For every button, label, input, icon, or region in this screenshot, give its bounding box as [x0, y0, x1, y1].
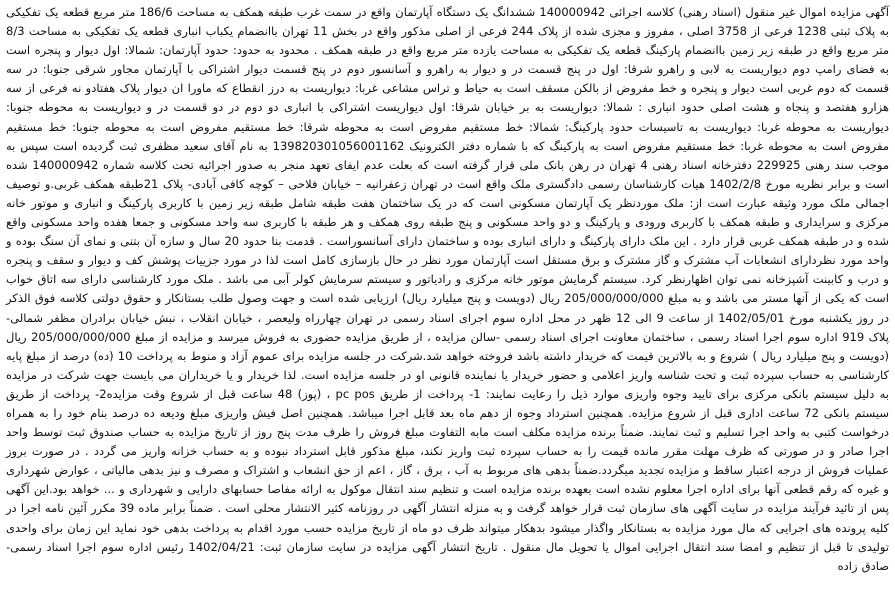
- auction-notice-text: آگهی مزایده اموال غیر منقول (اسناد رهنی) کلاسه اجرائی 140000942 ششدانگ یک دستگاه آپارتمان واقع در سمت غرب طبقه همکف به مساحت 186/6 متر مربع قطعه یک تفکیکی به پلاک ثبتی 1238 فرعی از 3758 اصلی ، مفروز و مجزی شده از پلاک 244 فرعی از اصلی مذکور واقع در بخش 11 تهران باانضمام یکباب انباری قطعه یک تفکیکی به مساحت 8/3 متر مربع واقع در طبقه زیر زمین باانضمام پارکینگ قطعه یک تفکیکی به مساحت یازده متر مربع واقع در طبقه همکف . محدود به حدود: حدود آپارتمان: شمالا: اول دیوار و پنجره است به فضای رامپ دوم دیواریست به لابی و راهرو شرقا: اول در پنج قسمت در و دیوار به راهرو و آسانسور دوم در پنج قسمت دیوار اشتراکی با آپارتمان مجاور شرقی جنوبا: در سه قسمت که دوم غربی است دیوار و پنجره و خط مفروض از بالکن مسقف است به حیاط و تراس مشاعی غربا: دیواریست به درز انقطاع که ماورا ان دیوار پلاک هفتادو نه فرعی از سه هزارو هفتصد و پنجاه و هشت اصلی حدود انباری : شمالا: دیواریست به بر خیابان شرقا: اول دیواریست اشتراکی با انباری دو دوم در دو قسمت در و دیواریست به محوطه جنوبا: دیواریست به محوطه غربا: دیواریست به تاسیسات حدود پارکینگ: شمالا: خط مستقیم مفروض است به محوطه شرقا: خط مستقیم مفروض است به محوطه جنوبا: خط مستقیم مفروض است به محوطه غربا: خط مستقیم مفروض است به پارکینگ که با شماره دفتر الکترونیک 139820301056001162 به نام آقای سعید مظفری ثبت گردیده است سپس به موجب سند رهنی 229925 دفترخانه اسناد رهنی 4 تهران در رهن بانک ملی قرار گرفته است که بعلت عدم ایفای تعهد منجر به صدور اجرائیه تحت کلاسه شماره 140000942 شده است و برابر نظریه مورخ 1402/2/8 هیات کارشناسان رسمی دادگستری ملک واقع است در تهران زعفرانیه – خیابان فلاحی – کوچه کافی آبادی- پلاک 21طبقه همکف غربی.و توصیف اجمالی ملک مورد وثیقه عبارت است از: ملک موردنظر یک آپارتمان مسکونی است که در یک ساختمان هفت طبقه شامل طبقه زیر زمین با کاربری پارکینگ و انباری و موتور خانه مرکزی و سرایداری و طبقه همکف با کاربری ورودی و پارکینگ و دو واحد مسکونی و پنج طبقه روی همکف و هر طبقه با کاربری سه واحد مسکونی و جمعا هفده واحد مسکونی واقع شده و در طبقه همکف غربی قرار دارد . این ملک دارای پارکینگ و دارای انباری بوده و ساختمان دارای آسانسوراست . قدمت بنا حدود 20 سال و سازه آن بتنی و نمای آن سنگ بوده و واحد مورد نظردارای انشعابات آب مشترک و گاز مشترک و برق مستقل است آپارتمان مورد نظر در حال بازسازی کامل است لذا در مورد جزییات پوشش کف و دیوار و سقف و پنجره و درب و کابینت آشپزخانه نمی توان اظهارنظر کرد. سیستم گرمایش موتور خانه مرکزی و رادیاتور و سیستم سرمایش کولر آبی می باشد . ملک مورد کارشناسی دارای سه اتاق خواب است که یکی از آنها مستر می باشد و به مبلغ 205/000/000/000 ریال (دویست و پنج میلیارد ریال) ارزیابی شده است و جهت وصول طلب بستانکار و حقوق دولتی کلاسه فوق الذکر در روز یکشنبه مورخ 1402/05/01 از ساعت 9 الی 12 ظهر در محل اداره سوم اجرای اسناد رسمی در تهران چهارراه ولیعصر ، خیابان انقلاب ، نبش خیابان برادران مظفر شمالی- پلاک 919 اداره سوم اجرا اسناد رسمی ، ساختمان معاونت اجرای اسناد رسمی -سالن مزایده ، از طریق مزایده حضوری به فروش میرسد و مزایده از مبلغ 205/000/000/000 ریال (دویست و پنج میلیارد ریال ) شروع و به بالاترین قیمت که خریدار داشته باشد فروخته خواهد شد.شرکت در جلسه مزایده برای عموم آزاد و منوط به پرداخت 10 (ده) درصد از مبلغ پایه کارشناسی به حساب سپرده ثبت و تحت شناسه واریز اعلامی و حضور خریدار یا نماینده قانونی او در جلسه مزایده است. لذا خریدار و یا خریداران می بایست جهت شرکت در مزایده به دلیل سیستم بانکی مرکزی برای تایید وجوه واریزی موارد ذیل را رعایت نمایند: 1- پرداخت از طریق pc pos ، (پوز) 48 ساعت قبل از شروع وقت مزایده2- پرداخت از طریق سیستم بانکی 72 ساعت اداری قبل از شروع مزایده. همچنین استرداد وجوه از دهم ماه بعد قابل اجرا میباشد. همچنین اصل فیش واریزی مبلغ ودیعه ده درصد بنام خود را به همراه درخواست کتبی به واحد اجرا تسلیم و ثبت نمایند. ضمناً برنده مزایده مکلف است مابه التفاوت مبلغ فروش را ظرف مدت پنج روز از تاریخ مزایده به حساب صندوق ثبت توسط واحد اجرا صادر و در صورتی که ظرف مهلت مقرر مانده قیمت را به حساب سپرده ثبت واریز نکند، مبلغ مذکور قابل استرداد نبوده و به حساب خزانه واریز می گردد . در صورت بروز عملیات فروش از درجه اعتبار ساقط و مزایده تجدید میگردد.ضمناً بدهی های مربوط به آب ، برق ، گاز ، اعم از حق انشعاب و اشتراک و مصرف و نیز بدهی مالیاتی ، عوارض شهرداری و غیره که رقم قطعی آنها برای اداره اجرا معلوم نشده است بعهده برنده مزایده است و تنظیم سند انتقال موکول به ارائه مفاصا حسابهای دارایی و شهرداری و ... خواهد بود.این آگهی پس از تائید فرآیند مزایده در سایت آگهی های سازمان ثبت قرار خواهد گرفت و به منزله انتشار آگهی در روزنامه کثیر الانتشار محلی است . ضمناً برابر ماده 39 مکرر آئین نامه اجرا در کلیه پرونده های اجرایی که مال مورد مزایده به بستانکار واگذار میشود بدهکار میتواند ظرف دو ماه از تاریخ مزایده حسب مورد اقدام به پرداخت بدهی خود نماید این زمان برای واحدی تولیدی تا قبل از تنظیم و امضا سند انتقال اجرایی اموال یا تحویل مال منقول . تاریخ انتشار آگهی مزایده در سایت سازمان ثبت: 1402/04/21 رئیس اداره سوم اجرا اسناد رسمی- صادق زاده: [6, 5, 890, 573]
